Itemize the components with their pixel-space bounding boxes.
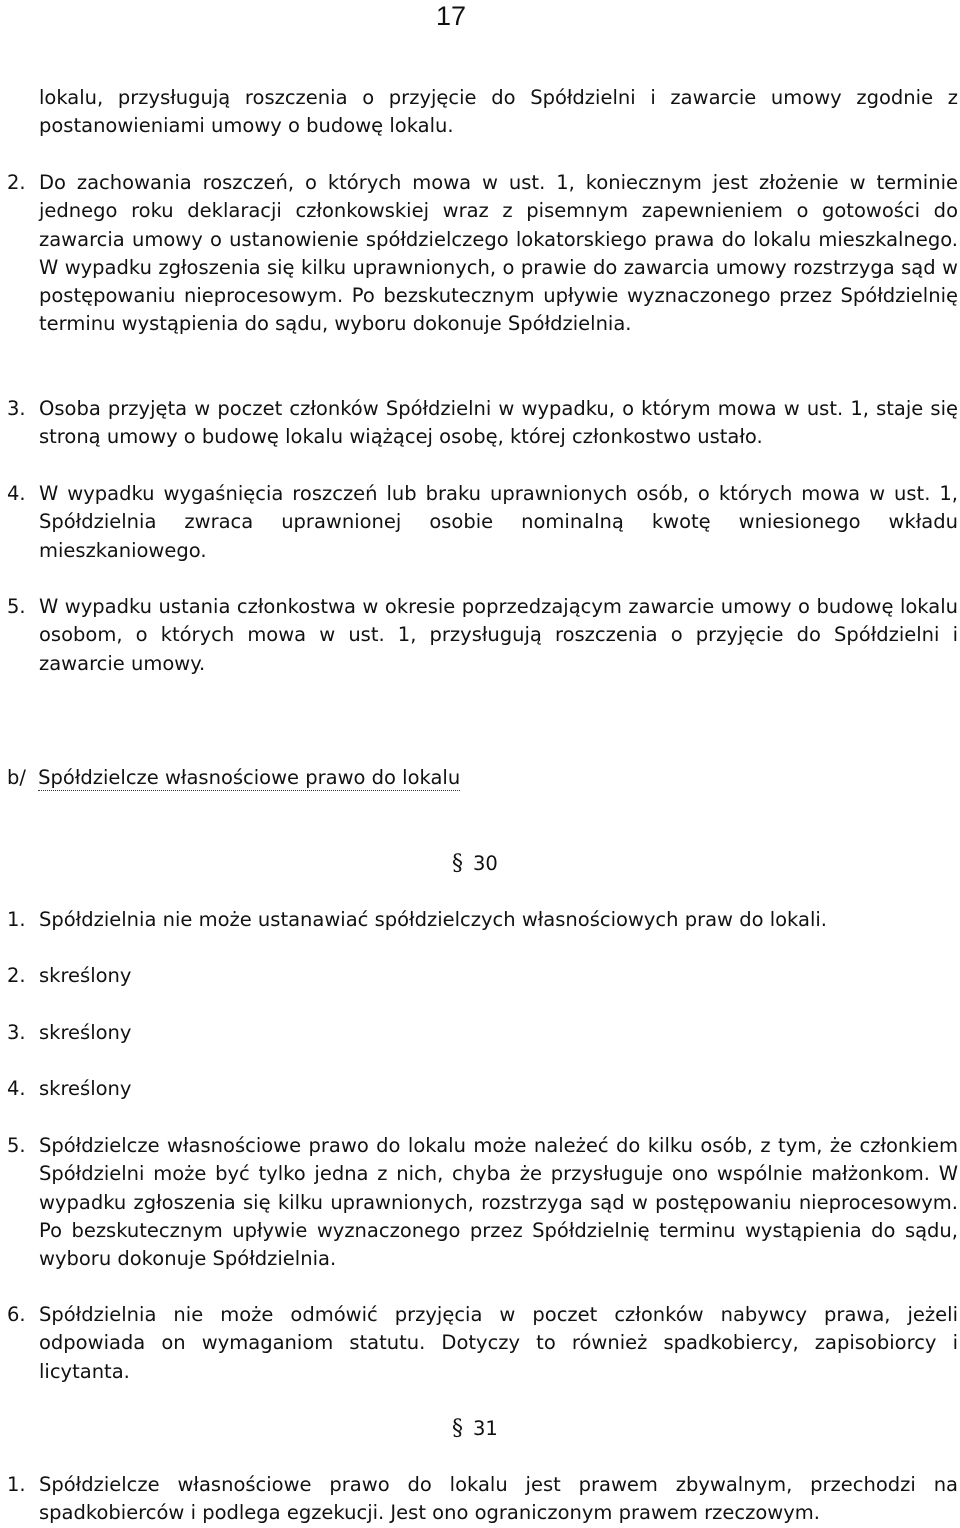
- list-item: [7, 593, 958, 678]
- section-marker-30: [452, 850, 498, 878]
- list-item: [7, 169, 958, 339]
- list-item: [7, 1301, 958, 1386]
- section-symbol: §: [452, 1416, 463, 1441]
- list-item: [7, 1132, 958, 1273]
- item-text: W wypadku wygaśnięcia roszczeń lub braku uprawnionych osób, o których mowa w ust. 1, Spółdzielnia zwraca uprawnionej osobie nominalną kwotę wniesionego wkładu mieszkaniowego.: [39, 482, 958, 562]
- item-number: 2.: [7, 171, 26, 194]
- item-number: 3.: [7, 1021, 26, 1044]
- item-text: Spółdzielcze własnościowe prawo do lokalu może należeć do kilku osób, z tym, że członkiem Spółdzielni może być tylko jedna z nich, chyba że przysługuje ono wspólnie małżonkom. W wypadku zgłoszenia się kilku uprawnionych, rozstrzyga sąd w postępowaniu nieprocesowym. Po bezskutecznym upływie wyznaczonego przez Spółdzielnię terminu wystąpienia do sądu, wyboru dokonuje Spółdzielnia.: [39, 1134, 958, 1271]
- item-number: 1.: [7, 1473, 26, 1496]
- heading-title: Spółdzielcze własnościowe prawo do lokalu: [38, 766, 461, 789]
- list-item: [7, 906, 958, 934]
- item-number: 2.: [7, 964, 26, 987]
- section-number: 30: [473, 852, 498, 875]
- item-text: skreślony: [39, 964, 132, 987]
- page-number: 17: [435, 1, 466, 31]
- list-item: [7, 962, 958, 990]
- item-text: Spółdzielnia nie może ustanawiać spółdzielczych własnościowych praw do lokali.: [39, 908, 827, 931]
- item-number: 5.: [7, 1134, 26, 1157]
- item-text: Spółdzielcze własnościowe prawo do lokalu jest prawem zbywalnym, przechodzi na spadkobierców i podlega egzekucji. Jest ono ograniczonym prawem rzeczowym.: [39, 1473, 958, 1525]
- item-text: Spółdzielnia nie może odmówić przyjęcia w poczet członków nabywcy prawa, jeżeli odpowiada on wymaganiom statutu. Dotyczy to również spadkobiercy, zapisobiorcy i licytanta.: [39, 1303, 958, 1383]
- item-number: 4.: [7, 1077, 26, 1100]
- heading-prefix: b/: [7, 766, 26, 789]
- item-number: 6.: [7, 1303, 26, 1326]
- item-text: skreślony: [39, 1021, 132, 1044]
- section-marker-31: [452, 1415, 498, 1443]
- item-text: W wypadku ustania członkostwa w okresie poprzedzającym zawarcie umowy o budowę lokalu osobom, o których mowa w ust. 1, przysługują roszczenia o przyjęcie do Spółdzielni i zawarcie umowy.: [39, 595, 958, 675]
- list-item: [7, 395, 958, 452]
- item-text: Osoba przyjęta w poczet członków Spółdzielni w wypadku, o którym mowa w ust. 1, staje się stroną umowy o budowę lokalu wiążącej osobę, której członkostwo ustało.: [39, 397, 958, 449]
- list-item: [7, 1075, 958, 1103]
- intro-paragraph: lokalu, przysługują roszczenia o przyjęcie do Spółdzielni i zawarcie umowy zgodnie z postanowieniami umowy o budowę lokalu.: [39, 86, 958, 138]
- section-heading: [7, 764, 460, 792]
- list-item: [7, 1019, 958, 1047]
- item-text: skreślony: [39, 1077, 132, 1100]
- list-item: [7, 480, 958, 565]
- list-item: [7, 1471, 958, 1528]
- item-number: 3.: [7, 397, 26, 420]
- section-number: 31: [473, 1417, 498, 1440]
- item-number: 5.: [7, 595, 26, 618]
- section-symbol: §: [452, 851, 463, 876]
- item-text: Do zachowania roszczeń, o których mowa w ust. 1, koniecznym jest złożenie w terminie jednego roku deklaracji członkowskiej wraz z pisemnym zapewnieniem o gotowości do zawarcia umowy o ustanowienie spółdzielczego lokatorskiego prawa do lokalu mieszkalnego. W wypadku zgłoszenia się kilku uprawnionych, o prawie do zawarcia umowy rozstrzyga sąd w postępowaniu nieprocesowym. Po bezskutecznym upływie wyznaczonego przez Spółdzielnię terminu wystąpienia do sądu, wyboru dokonuje Spółdzielnia.: [39, 171, 958, 336]
- item-number: 1.: [7, 908, 26, 931]
- item-number: 4.: [7, 482, 26, 505]
